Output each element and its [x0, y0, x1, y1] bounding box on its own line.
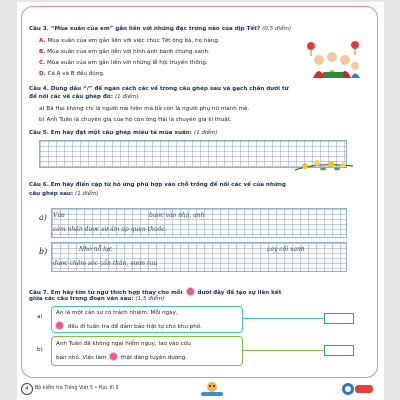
q7-title-line2 [29, 296, 164, 303]
q6-title [29, 182, 286, 189]
q7-label-b: b) [37, 347, 43, 353]
brand-logo [341, 382, 375, 396]
q4-title-line2 [29, 94, 139, 101]
q7-a-line2-text: đều đi tuần tra để đảm bảo trật tự cho khu phố. [67, 324, 202, 330]
q5-title [29, 130, 218, 137]
q7-b-line2-end: thật đáng tuyên dương. [120, 355, 188, 361]
q4-sentence-a: a) Bà Hai không chỉ là người mẹ hiền mà bà còn là người phụ nữ mạnh mẽ. [39, 106, 250, 112]
q4-sentence-b: b) Anh Tuấn là chuyên gia của hộ còn ông Hải là chuyên gia kĩ thuật. [39, 117, 232, 123]
q7-a-line2 [56, 321, 202, 331]
q3-points: (0,5 điểm) [262, 26, 292, 32]
q5-title-text: Câu 5. Em hãy đặt một câu ghép miêu tả mùa xuân: [29, 130, 192, 136]
flower-blank-icon[interactable] [110, 353, 117, 360]
q7-label-a: a) [37, 314, 43, 320]
q7-b-line2-text: bạn nhỏ. Việc làm [56, 355, 107, 361]
q6-label-a: a) [39, 213, 47, 222]
q7-title2-text: giữa các câu trong đoạn văn sau: [29, 296, 134, 302]
q7-b-line1: Anh Tuấn đã không ngại hiểm nguy, lao vào cứu [56, 341, 191, 347]
option-letter: D. [39, 71, 46, 77]
q6-title-text: Câu 6. Em hãy điền cặp từ hô ứng phù hợp vào chỗ trống để nối các vế của những [29, 182, 286, 188]
q3-option-b[interactable] [39, 49, 210, 56]
option-letter: B. [39, 49, 46, 55]
q6-label-b: b) [39, 247, 48, 256]
publisher-mascot-logo [195, 381, 229, 397]
q7-a-line1: An là một cán sự có trách nhiệm. Mỗi ngày, [56, 310, 178, 316]
q6-title2-text: câu ghép sau: [29, 191, 74, 197]
page-number: 4 [21, 383, 33, 395]
q6-points: (1 điểm) [75, 191, 99, 197]
q7-a-answer-box[interactable] [324, 313, 354, 324]
flower-blank-icon [187, 288, 194, 295]
option-letter: A. [39, 38, 46, 44]
q6-title-line2 [29, 191, 99, 198]
q6-b-handwriting-1: Nhờ nỗ lực [79, 246, 113, 253]
q7-b-arrow [243, 350, 323, 351]
q7-points: (1,5 điểm) [135, 296, 165, 302]
q7-a-arrow [243, 318, 323, 319]
q3-option-c[interactable] [39, 60, 208, 67]
q7-b-answer-box[interactable] [324, 345, 354, 356]
flower-branch-illustration [293, 154, 355, 174]
q3-option-a[interactable] [39, 38, 220, 45]
q3-title-text: Câu 3. “Mùa xuân của em” gắn liền với những đặc trưng nào của dịp Tết? [29, 26, 261, 32]
q3-option-d[interactable] [39, 71, 105, 78]
option-text: Mùa xuân của em gắn liền với việc chúc Tết ông bà, họ hàng. [47, 38, 220, 44]
q6-b-handwriting-3: được chăm sóc cẩn thận, vườn rau [53, 260, 158, 267]
page-footer [17, 380, 384, 400]
q5-points: (1 điểm) [193, 130, 218, 136]
q6-a-handwriting-2: bước vào nhà, anh [149, 212, 205, 219]
worksheet-page [17, 2, 384, 400]
option-text: Mùa xuân của em gắn liền với những lễ hội truyền thống. [47, 60, 208, 66]
q7-title-mid: dưới đây để tạo sự liên kết [197, 290, 282, 296]
q6-a-handwriting-3: cảm nhận được sự ấm áp quen thuộc. [53, 226, 167, 233]
q4-title-text: Câu 4. Dùng dấu “/” để ngăn cách các vế trong câu ghép sau và gạch chân dưới từ [29, 86, 289, 92]
q4-title2-text: để nối các vế câu ghép đó: [29, 94, 114, 100]
q3-title [29, 26, 291, 33]
q4-points: (1 điểm) [114, 94, 139, 100]
q7-b-line2 [56, 352, 187, 362]
q6-b-handwriting-2: cây cối xanh [267, 246, 305, 253]
q4-title [29, 86, 289, 93]
option-text: Cả A và B đều đúng. [47, 71, 105, 77]
tet-family-illustration [305, 40, 363, 80]
book-title: Bộ kiểm tra Tiếng Việt 5 • Học Kì II [35, 386, 119, 391]
q6-a-handwriting-1: Vừa [53, 212, 65, 219]
option-text: Mùa xuân của em gắn liền với hình ảnh bánh chưng xanh. [47, 49, 210, 55]
option-letter: C. [39, 60, 46, 66]
flower-blank-icon[interactable] [56, 322, 63, 329]
q7-title-text: Câu 7. Em hãy tìm từ ngữ thích hợp thay cho mỗi [29, 290, 183, 296]
